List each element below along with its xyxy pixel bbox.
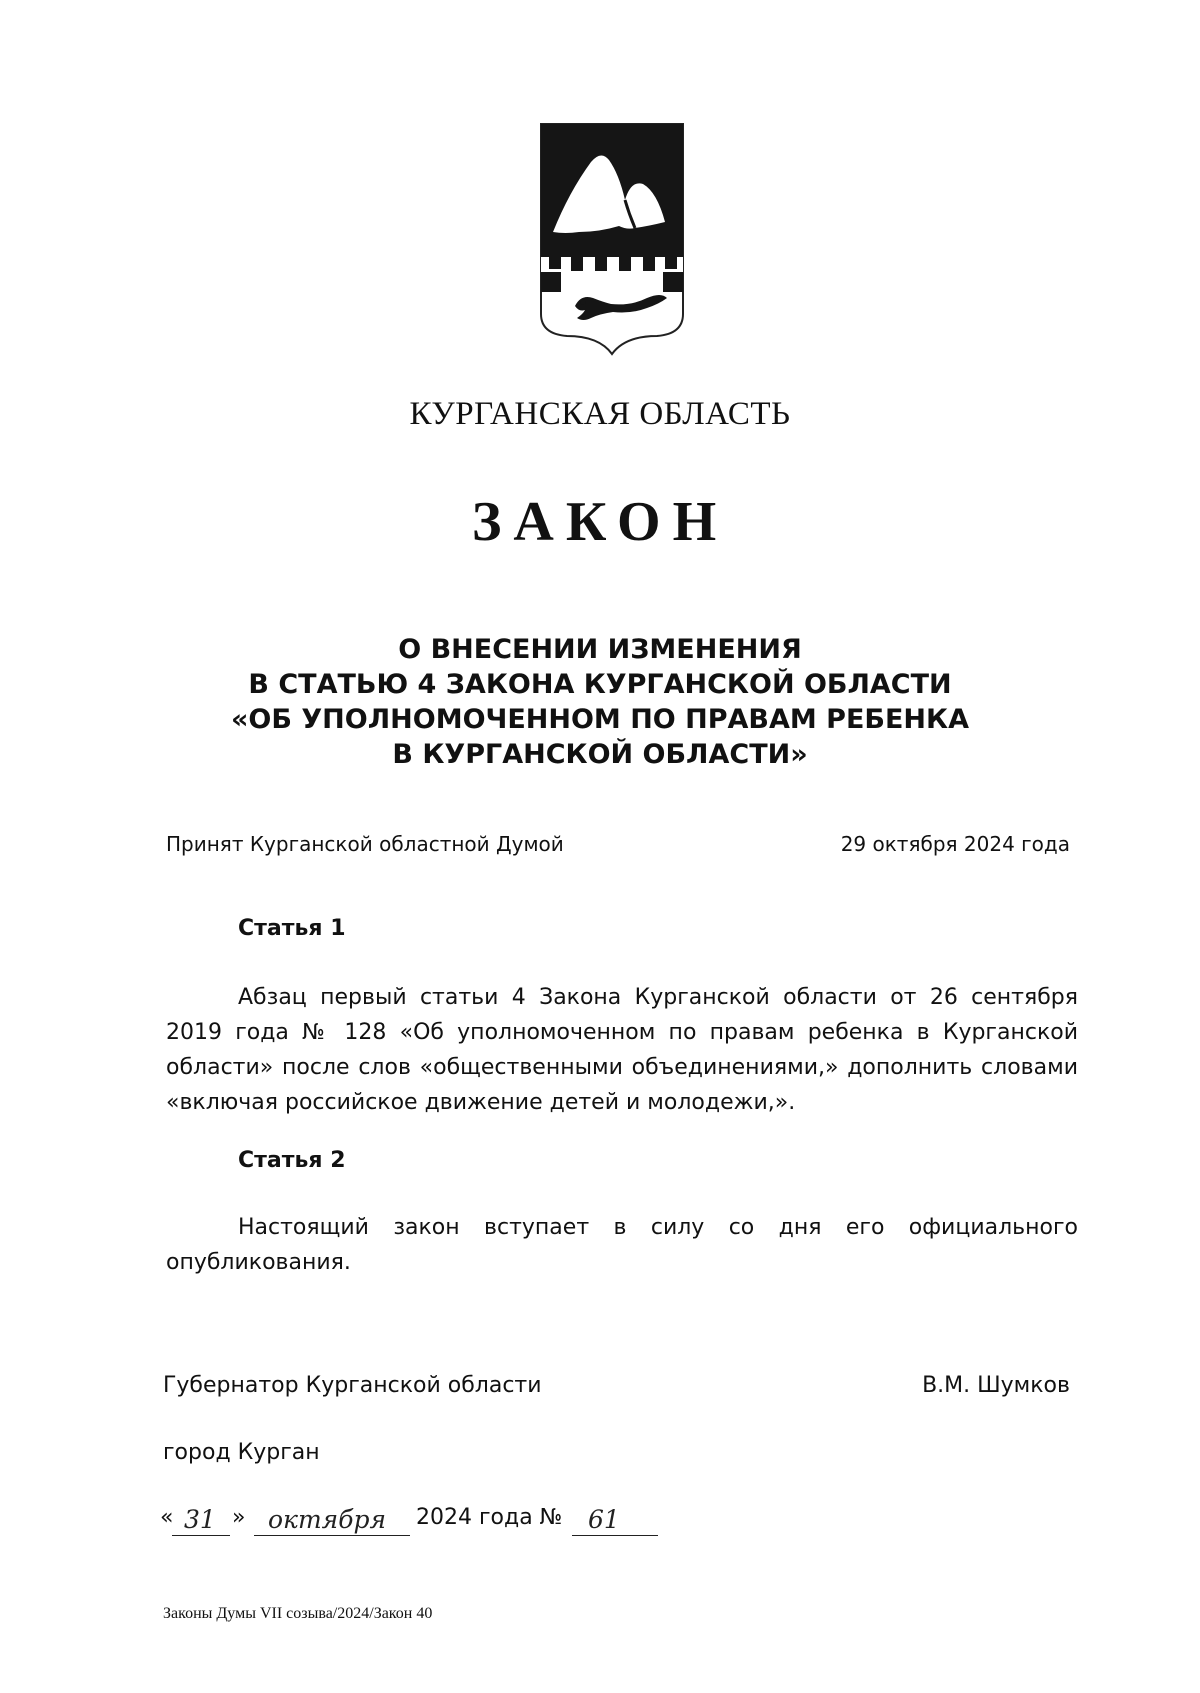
signatory-position: Губернатор Курганской области [163,1373,542,1398]
adoption-text: Принят Курганской областной Думой [166,832,564,856]
law-title-line: В КУРГАНСКОЙ ОБЛАСТИ» [392,739,808,770]
number-underline [572,1534,658,1536]
handwritten-day: 31 [184,1505,216,1534]
day-underline [172,1534,230,1536]
open-quote: « [160,1505,174,1530]
coat-of-arms [539,122,685,358]
handwritten-month: октября [268,1505,387,1534]
article-1-text: Абзац первый статьи 4 Закона Курганской области от 26 сентября 2019 года № 128 «Об уполномоченном по правам ребенка в Курганской области» после слов «общественными объединениями,» дополнить словами «включая российское движение детей и молодежи,». [166,985,1078,1115]
article-2-text: Настоящий закон вступает в силу со дня его официального опубликования. [166,1215,1078,1275]
law-title-line: В СТАТЬЮ 4 ЗАКОНА КУРГАНСКОЙ ОБЛАСТИ [248,669,952,700]
article-1-heading: Статья 1 [238,916,346,941]
law-title-line: «ОБ УПОЛНОМОЧЕННОМ ПО ПРАВАМ РЕБЕНКА [230,704,969,735]
region-heading: КУРГАНСКАЯ ОБЛАСТЬ [409,396,791,432]
close-quote: » [232,1505,246,1530]
adoption-date: 29 октября 2024 года [840,832,1070,856]
handwritten-number: 61 [588,1505,620,1534]
coat-of-arms-icon [539,122,685,358]
law-title [0,632,1200,772]
article-2-heading: Статья 2 [238,1148,346,1173]
place-of-signing: город Курган [163,1440,320,1465]
document-footer: Законы Думы VII созыва/2024/Закон 40 [163,1605,433,1622]
signatory-name: В.М. Шумков [922,1373,1070,1398]
document-type-heading: ЗАКОН [471,491,729,553]
month-underline [254,1534,410,1536]
year-and-number-label: 2024 года № [416,1505,563,1530]
law-title-line: О ВНЕСЕНИИ ИЗМЕНЕНИЯ [398,634,802,665]
